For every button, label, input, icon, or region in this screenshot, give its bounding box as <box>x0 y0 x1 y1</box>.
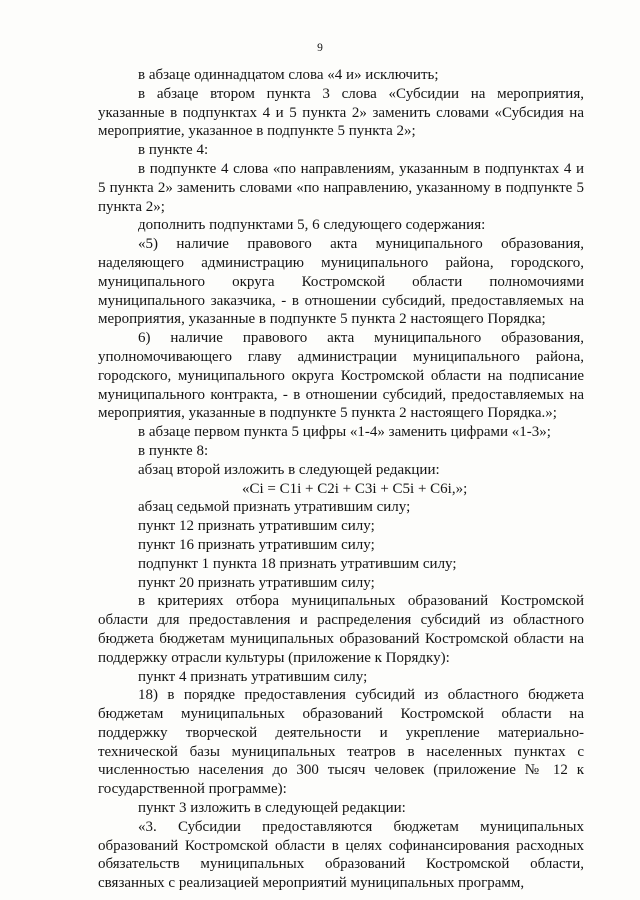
paragraph: «3. Субсидии предоставляются бюджетам муниципальных образований Костромской области в целях софинансирования расходных обязательств муниципальных образований Костромской области, связанных с реализацией мероприятий муниципальных программ, <box>98 818 584 892</box>
paragraph: дополнить подпунктами 5, 6 следующего содержания: <box>138 217 486 234</box>
paragraph: пункт 3 изложить в следующей редакции: <box>138 800 406 817</box>
paragraph: в подпункте 4 слова «по направлениям, указанным в подпунктах 4 и 5 пункта 2» заменить словами «по направлению, указанному в подпункте 5 пункта 2»; <box>98 160 584 215</box>
paragraph: в абзаце втором пункта 3 слова «Субсидии на мероприятия, указанные в подпунктах 4 и 5 пункта 2» заменить словами «Субсидия на мероприятие, указанное в подпункте 5 пункта 2»; <box>98 85 584 140</box>
paragraph: абзац седьмой признать утратившим силу; <box>138 499 411 516</box>
paragraph: в абзаце первом пункта 5 цифры «1-4» заменить цифрами «1-3»; <box>138 424 551 441</box>
paragraph: «5) наличие правового акта муниципального образования, наделяющего администрацию муниципального района, городского, муниципального округа Костромской области полномочиями муниципального заказчика, - в отношении субсидий, предоставляемых на мероприятия, указанные в подпункте 5 пункта 2 настоящего Порядка; <box>98 236 584 328</box>
paragraph: пункт 4 признать утратившим силу; <box>138 668 368 685</box>
formula: «Ci = C1i + C2i + C3i + C5i + C6i,»; <box>242 480 468 497</box>
document-body <box>98 66 584 893</box>
paragraph: абзац второй изложить в следующей редакции: <box>138 461 440 478</box>
paragraph: подпункт 1 пункта 18 признать утратившим силу; <box>138 555 457 572</box>
paragraph: в пункте 4: <box>138 142 209 159</box>
paragraph: в критериях отбора муниципальных образований Костромской области для предоставления и распределения субсидий из областного бюджета бюджетам муниципальных образований Костромской области на поддержку отрасли культуры (приложение к Порядку): <box>98 593 584 666</box>
page-number: 9 <box>317 42 323 54</box>
paragraph: в абзаце одиннадцатом слова «4 и» исключить; <box>138 67 439 83</box>
paragraph: 18) в порядке предоставления субсидий из областного бюджета бюджетам муниципальных образований Костромской области на поддержку творческой деятельности и укрепление материально-технической базы муниципальных театров в населенных пунктах с численностью населения до 300 тысяч человек (приложение № 12 к государственной программе): <box>98 687 584 798</box>
paragraph: в пункте 8: <box>138 442 209 459</box>
paragraph: пункт 16 признать утратившим силу; <box>138 536 375 553</box>
paragraph: пункт 12 признать утратившим силу; <box>138 518 375 535</box>
paragraph: пункт 20 признать утратившим силу; <box>138 574 375 591</box>
paragraph: 6) наличие правового акта муниципального образования, уполномочивающего главу администрации муниципального района, городского, муниципального округа Костромской области на подписание муниципального контракта, - в отношении субсидий, предоставляемых на мероприятия, указанные в подпункте 5 пункта 2 настоящего Порядка.»; <box>98 330 584 422</box>
